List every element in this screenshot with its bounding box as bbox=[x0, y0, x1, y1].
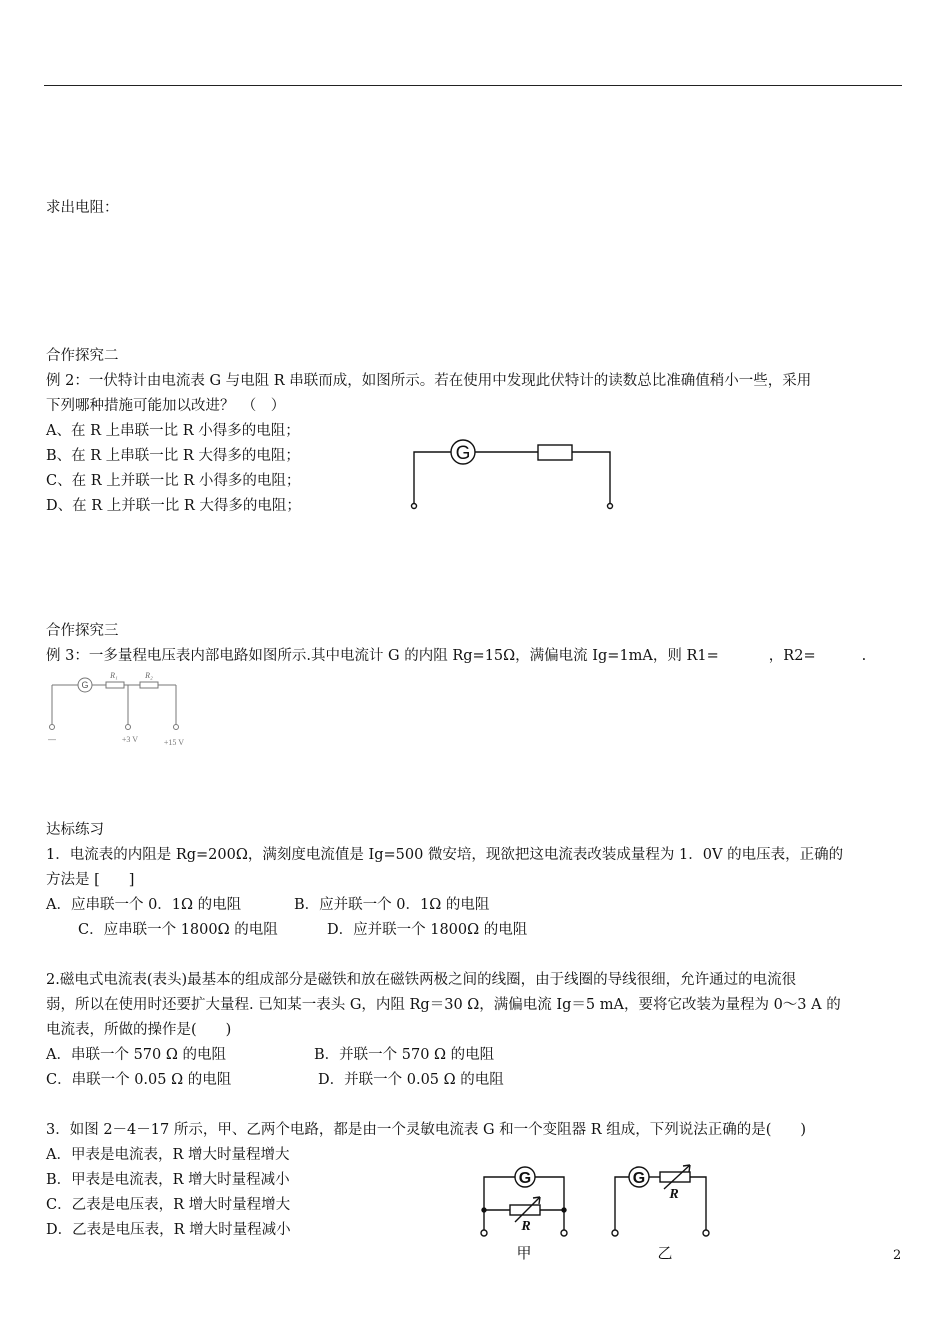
example3-circuit-diagram bbox=[44, 668, 194, 748]
example3-meter-label: G bbox=[81, 680, 89, 690]
example2-line2: 下列哪种措施可能加以改进？ （ ） bbox=[46, 398, 286, 414]
practice-q2-option-b: B．并联一个 570 Ω 的电阻 bbox=[314, 1047, 495, 1063]
practice-q3-option-c: C．乙表是电压表，R 增大时量程增大 bbox=[46, 1197, 291, 1213]
practice-q1-option-b: B．应并联一个 0．1Ω 的电阻 bbox=[294, 897, 490, 913]
practice-title: 达标练习 bbox=[46, 822, 104, 838]
example2-option-c: C、在 R 上并联一比 R 小得多的电阻； bbox=[46, 473, 301, 489]
example3-r1-label: R₁ bbox=[110, 671, 118, 680]
header-rule bbox=[44, 85, 902, 86]
practice-q3-option-b: B．甲表是电流表，R 增大时量程减小 bbox=[46, 1172, 290, 1188]
q3-circuit-yi bbox=[610, 1160, 720, 1265]
section2-title: 合作探究二 bbox=[46, 348, 119, 364]
practice-q2-option-a: A．串联一个 570 Ω 的电阻 bbox=[46, 1047, 226, 1063]
practice-q3-option-a: A．甲表是电流表，R 增大时量程增大 bbox=[46, 1147, 290, 1163]
practice-q1-option-d: D．应并联一个 1800Ω 的电阻 bbox=[327, 922, 528, 938]
example3-terminal-3v: +3 V bbox=[121, 735, 139, 744]
q3-circuit-jia bbox=[478, 1160, 578, 1265]
practice-q3-option-d: D．乙表是电压表，R 增大时量程减小 bbox=[46, 1222, 291, 1238]
example2-option-b: B、在 R 上串联一比 R 大得多的电阻； bbox=[46, 448, 300, 464]
practice-q2-option-c: C．串联一个 0.05 Ω 的电阻 bbox=[46, 1072, 232, 1088]
practice-q1-line2: 方法是 [ ] bbox=[46, 872, 135, 888]
example2-option-d: D、在 R 上并联一比 R 大得多的电阻； bbox=[46, 498, 301, 514]
q3-jia-resistor-label: R bbox=[521, 1219, 531, 1234]
example3-part3: . bbox=[861, 648, 867, 664]
q3-yi-resistor-label: R bbox=[669, 1187, 679, 1202]
practice-q2-option-d: D．并联一个 0.05 Ω 的电阻 bbox=[318, 1072, 504, 1088]
example2-option-a: A、在 R 上串联一比 R 小得多的电阻； bbox=[46, 423, 300, 439]
practice-q1-option-c: C．应串联一个 1800Ω 的电阻 bbox=[78, 922, 278, 938]
heading-resistance: 求出电阻： bbox=[46, 200, 119, 216]
practice-q2-line3: 电流表，所做的操作是( ) bbox=[46, 1022, 232, 1038]
example2-circuit-diagram bbox=[405, 434, 620, 514]
example3-question bbox=[46, 646, 866, 666]
practice-q1-option-a: A．应串联一个 0．1Ω 的电阻 bbox=[46, 897, 242, 913]
q3-jia-meter-label: G bbox=[518, 1170, 532, 1187]
practice-q1-line1: 1．电流表的内阻是 Rg=200Ω，满刻度电流值是 Ig=500 微安培，现欲把这电流表改装成量程为 1．0V 的电压表，正确的 bbox=[46, 847, 844, 863]
example3-part1: 例 3：一多量程电压表内部电路如图所示.其中电流计 G 的内阻 Rg=15Ω，满偏电流 Ig=1mA，则 R1= bbox=[46, 648, 719, 664]
q3-caption-jia: 甲 bbox=[516, 1244, 532, 1262]
section3-title: 合作探究三 bbox=[46, 623, 119, 639]
practice-q3-line1: 3．如图 2－4－17 所示，甲、乙两个电路，都是由一个灵敏电流表 G 和一个变阻器 R 组成，下列说法正确的是( ) bbox=[46, 1122, 807, 1138]
example2-line1: 例 2：一伏特计由电流表 G 与电阻 R 串联而成，如图所示。若在使用中发现此伏特计的读数总比准确值稍小一些，采用 bbox=[46, 373, 812, 389]
example3-part2: ，R2= bbox=[768, 648, 816, 664]
example3-terminal-15v: +15 V bbox=[163, 738, 185, 747]
practice-q2-line2: 弱，所以在使用时还要扩大量程. 已知某一表头 G，内阻 Rg＝30 Ω，满偏电流 Ig＝5 mA，要将它改装为量程为 0～3 A 的 bbox=[46, 997, 841, 1013]
example3-r2-label: R₂ bbox=[145, 671, 153, 680]
example3-terminal-minus: — bbox=[48, 735, 56, 744]
example2-meter-label: G bbox=[455, 443, 471, 464]
q3-caption-yi: 乙 bbox=[657, 1244, 673, 1262]
page-number: 2 bbox=[893, 1248, 902, 1263]
q3-yi-meter-label: G bbox=[632, 1170, 646, 1187]
practice-q2-line1: 2.磁电式电流表(表头)最基本的组成部分是磁铁和放在磁铁两极之间的线圈，由于线圈的导线很细，允许通过的电流很 bbox=[46, 972, 797, 988]
